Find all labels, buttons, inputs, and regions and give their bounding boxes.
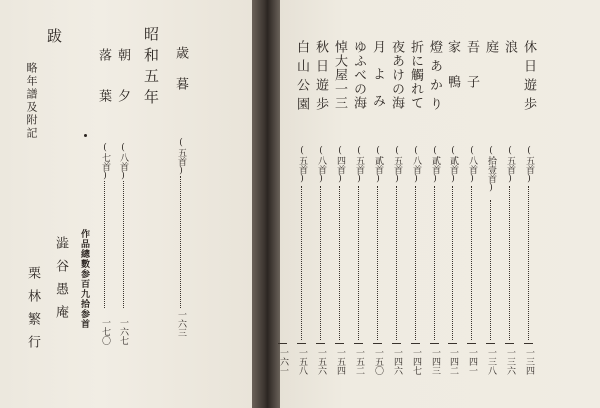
entry-title: 秋日遊歩 (313, 40, 328, 116)
poem-title: 落葉 (96, 48, 111, 130)
page-marker (392, 343, 401, 344)
leader-line (490, 200, 491, 340)
poem-title: 歳暮 (173, 46, 188, 108)
page-number: 一三六 (505, 348, 515, 375)
entry-title: 燈あかり (427, 40, 442, 116)
page-number: 一五六 (316, 348, 326, 375)
leader-line (415, 186, 416, 340)
entry-title: 月よみ (370, 40, 385, 121)
page-number: 一七〇 (100, 318, 110, 345)
leader-line (509, 186, 510, 340)
page-number: 一六七 (118, 318, 128, 345)
entry-count: (五首) (505, 146, 515, 184)
entry-count: (八首) (316, 146, 326, 184)
entry-count: (貳首) (448, 146, 458, 184)
leader-line (528, 186, 529, 340)
page-marker (373, 343, 382, 344)
entry-count: (四首) (335, 146, 345, 184)
page-number: 一五八 (297, 348, 307, 375)
entry-title: 悼大屋一三 (332, 40, 347, 110)
entry-title: 家鴨 (445, 40, 460, 110)
leader-line (180, 176, 181, 308)
page-marker (278, 343, 287, 344)
page-marker (316, 343, 325, 344)
poem-title: 朝夕 (115, 48, 130, 130)
entry-title: 浪 (502, 40, 517, 75)
page-marker (524, 343, 533, 344)
leader-line (377, 186, 378, 340)
entry-title: 吾子 (464, 40, 479, 110)
page-number: 一四三 (430, 348, 440, 375)
page-number: 一四一 (467, 348, 477, 375)
entry-title: ゆふべの海 (351, 40, 366, 110)
leader-line (396, 186, 397, 340)
entry-count: (貳首) (373, 146, 383, 184)
page-marker (505, 343, 514, 344)
entry-count: (八首) (411, 146, 421, 184)
leader-line (358, 186, 359, 340)
entry-title: 折に觸れて (408, 40, 423, 110)
page-number: 一四二 (448, 348, 458, 375)
entry-title: 庭 (483, 40, 498, 75)
page-number: 一四七 (411, 348, 421, 375)
entry-count: (五首) (354, 146, 364, 184)
entry-title: 休日遊歩 (521, 40, 536, 116)
page-number: 一六三 (176, 310, 186, 337)
page-number: 一五〇 (373, 348, 383, 375)
leader-line (301, 186, 302, 340)
page-number: 一五四 (335, 348, 345, 375)
page-marker (430, 343, 439, 344)
left-page (0, 0, 253, 408)
book-gutter (252, 0, 280, 408)
page-marker (448, 343, 457, 344)
page-number: 一三四 (524, 348, 534, 375)
right-page (280, 0, 600, 408)
page-marker (411, 343, 420, 344)
leader-line (339, 186, 340, 340)
entry-title: 夜あけの海 (389, 40, 404, 110)
entry-title: 白山公園 (294, 40, 309, 116)
leader-line (471, 186, 472, 340)
page-number: 一五二 (354, 348, 364, 375)
era-heading: 昭和五年 (142, 26, 160, 110)
page-number: 一三八 (486, 348, 496, 375)
page-number: 一六一 (278, 348, 288, 375)
entry-count: (拾壹首) (486, 146, 496, 193)
poem-count: (七首) (100, 143, 110, 181)
poem-count: (五首) (176, 138, 186, 176)
entry-count: (五首) (297, 146, 307, 184)
leader-line (452, 186, 453, 340)
entry-count: (貳首) (430, 146, 440, 184)
page-marker (354, 343, 363, 344)
page-marker (486, 343, 495, 344)
page-marker (335, 343, 344, 344)
poem-count: (八首) (118, 143, 128, 181)
page-marker (297, 343, 306, 344)
leader-line (123, 181, 124, 308)
author-name: 栗林繁行 (25, 266, 40, 358)
leader-line (320, 186, 321, 340)
bullet-mark (84, 134, 87, 137)
section-title: 跋 (45, 28, 63, 49)
total-works-line: 作品總數参百九拾参首 (79, 229, 89, 329)
section-subtitle: 略年譜及附記 (25, 62, 38, 140)
leader-line (434, 186, 435, 340)
page-marker (467, 343, 476, 344)
page-number: 一四六 (392, 348, 402, 375)
entry-count: (八首) (467, 146, 477, 184)
leader-line (104, 181, 105, 308)
entry-count: (五首) (392, 146, 402, 184)
author-name: 澁谷愚庵 (53, 236, 68, 328)
entry-count: (五首) (524, 146, 534, 184)
